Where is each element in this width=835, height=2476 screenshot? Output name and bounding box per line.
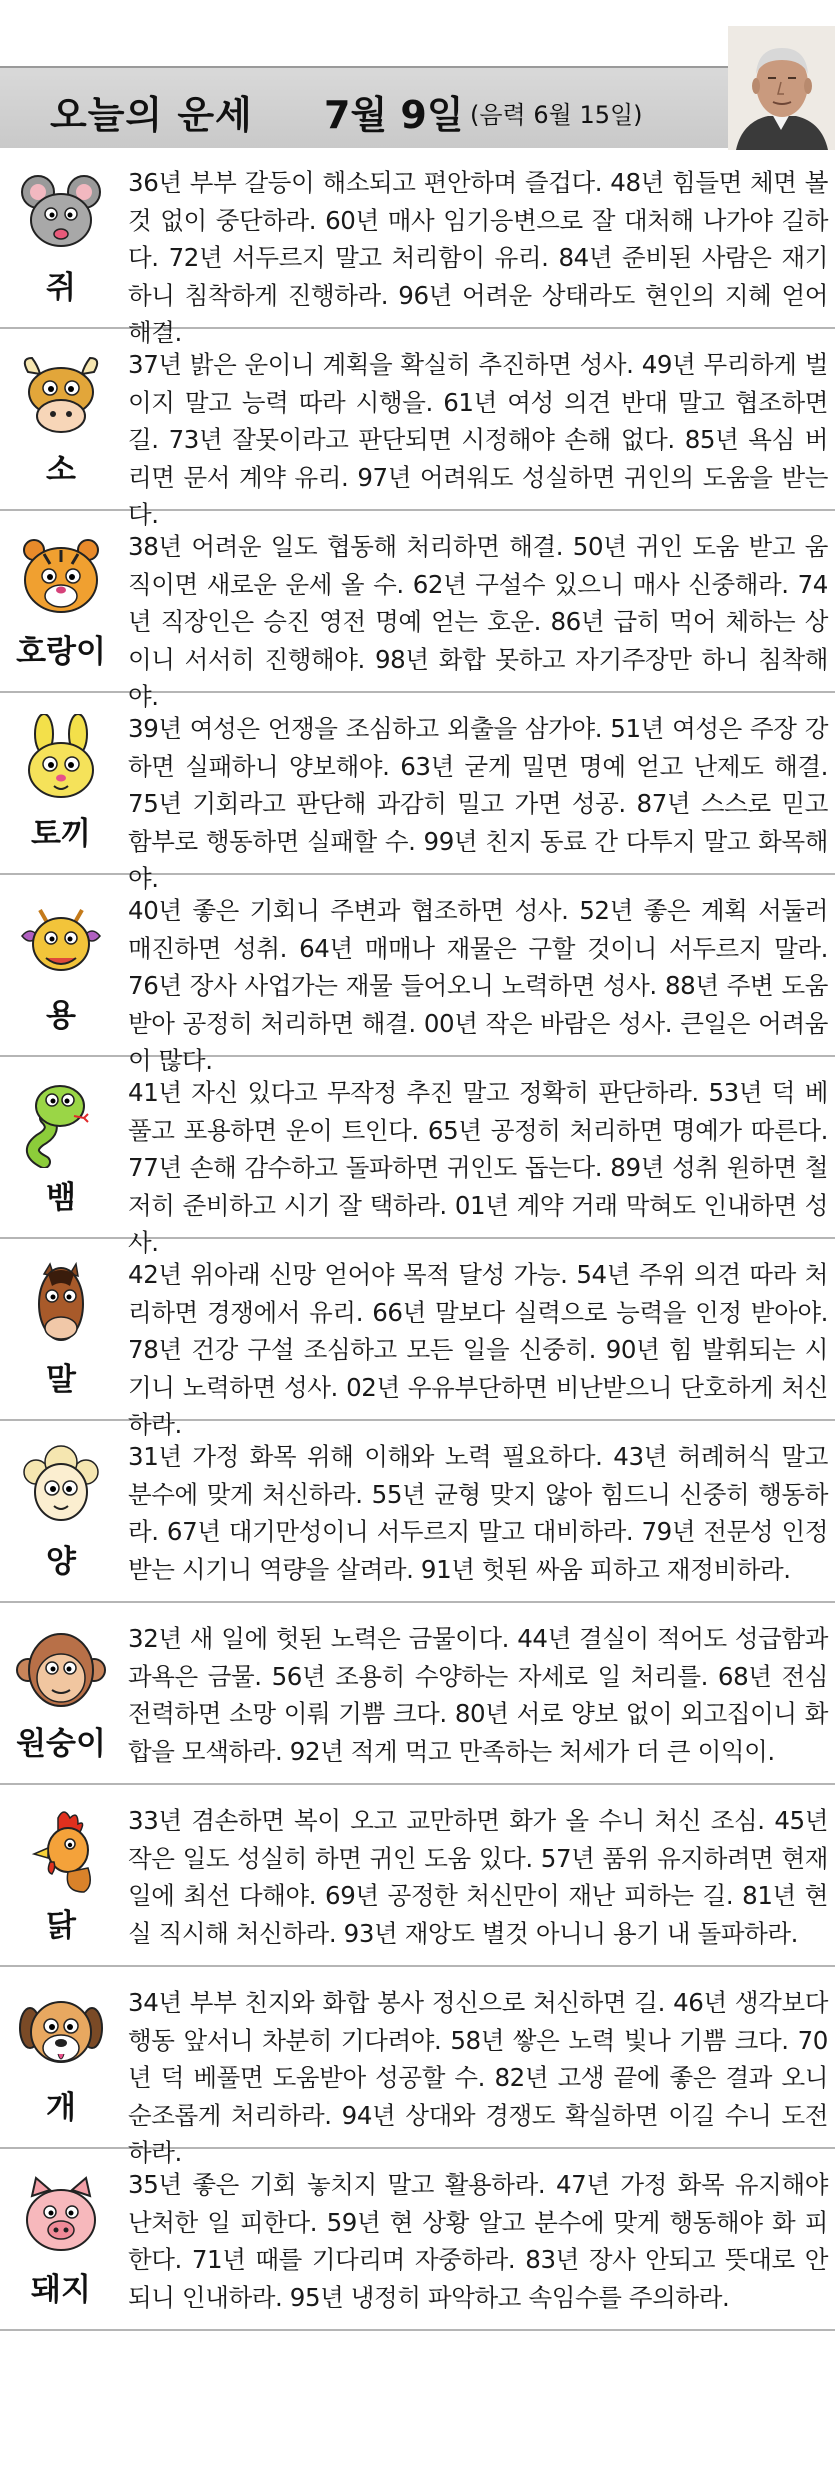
animal-column xyxy=(0,514,122,691)
fortune-text: 39년 여성은 언쟁을 조심하고 외출을 삼가야. 51년 여성은 주장 강하면 실패하니 양보해야. 63년 굳게 밀면 명예 얻고 난제도 해결. 75년 기회라고 판단해 과감히 밀고 가면 성공. 87년 스스로 믿고 함부로 행동하면 실패할 수. 99년 친지 동료 간 다투지 말고 화목해야. xyxy=(128,714,828,893)
animal-name: 쥐 xyxy=(46,270,76,306)
fortune-text: 40년 좋은 기회니 주변과 협조하면 성사. 52년 좋은 계획 서둘러 매진하면 성취. 64년 매매나 재물은 구할 것이니 서두르지 말라. 76년 장사 사업가는 재물 들어오니 노력하면 성사. 88년 주변 도움 받아 공정히 처리하면 해결. 00년 작은 바람은 성사. 큰일은 어려움이 많다. xyxy=(128,896,828,1075)
fortune-entry-rabbit xyxy=(0,696,835,893)
animal-name: 용 xyxy=(46,998,76,1034)
animal-column xyxy=(0,1060,122,1237)
horse-icon xyxy=(14,1260,108,1350)
fortune-entry-sheep xyxy=(0,1424,835,1603)
rabbit-icon xyxy=(14,714,108,804)
animal-name: 호랑이 xyxy=(16,634,106,670)
fortune-entry-dog xyxy=(0,1970,835,2167)
animal-name: 돼지 xyxy=(31,2272,91,2308)
ox-icon xyxy=(14,350,108,440)
fortune-text: 33년 겸손하면 복이 오고 교만하면 화가 올 수니 처신 조심. 45년 작은 일도 성실히 하면 귀인 도움 있다. 57년 품위 유지하려면 현재 일에 최선 다해야. 69년 공정한 처신만이 재난 피하는 길. 81년 현실 직시해 처신하라. 93년 재앙도 별것 아니니 용기 내 돌파하라. xyxy=(128,1806,828,1948)
animal-name: 양 xyxy=(46,1544,76,1580)
date-label: 7월 9일 xyxy=(324,93,464,137)
fortune-text: 41년 자신 있다고 무작정 추진 말고 정확히 판단하라. 53년 덕 베풀고 포용하면 운이 트인다. 65년 공정히 처리하면 명예가 따른다. 77년 손해 감수하고 돌파하면 귀인도 돕는다. 89년 성취 원하면 철저히 준비하고 시기 잘 택하라. 01년 계약 거래 막혀도 인내하면 성사. xyxy=(128,1078,828,1257)
fortune-entry-horse xyxy=(0,1242,835,1439)
page-title: 오늘의 운세 xyxy=(50,93,253,137)
tiger-icon xyxy=(14,532,108,622)
fortune-text: 32년 새 일에 헛된 노력은 금물이다. 44년 결실이 적어도 성급함과 과욕은 금물. 56년 조용히 수양하는 자세로 일 처리를. 68년 전심전력하면 소망 이뤄 기쁨 크다. 80년 서로 양보 없이 외고집이니 화합을 모색하라. 92년 적게 먹고 만족하는 처세가 더 큰 이익이. xyxy=(128,1624,828,1766)
fortune-entry-snake xyxy=(0,1060,835,1257)
fortune-text: 34년 부부 친지와 화합 봉사 정신으로 처신하면 길. 46년 생각보다 행동 앞서니 차분히 기다려야. 58년 쌓은 노력 빛나 기쁨 크다. 70년 덕 베풀면 도움받아 성공할 수. 82년 고생 끝에 좋은 결과 오니 순조롭게 처리하라. 94년 상대와 경쟁도 확실하면 이길 수니 도전하라. xyxy=(128,1988,828,2167)
fortune-entry-rooster xyxy=(0,1788,835,1967)
animal-column xyxy=(0,2152,122,2329)
page-header xyxy=(0,0,835,150)
snake-icon xyxy=(14,1078,108,1168)
animal-name: 닭 xyxy=(46,1908,76,1944)
fortune-text: 31년 가정 화목 위해 이해와 노력 필요하다. 43년 허례허식 말고 분수에 맞게 처신하라. 55년 균형 맞지 않아 힘드니 신중히 행동하라. 67년 대기만성이니 서두르지 말고 대비하라. 79년 전문성 인정받는 시기니 역량을 살려라. 91년 헛된 싸움 피하고 재정비하라. xyxy=(128,1442,828,1584)
fortune-entry-monkey xyxy=(0,1606,835,1785)
fortune-text: 42년 위아래 신망 얻어야 목적 달성 가능. 54년 주위 의견 따라 처리하면 경쟁에서 유리. 66년 말보다 실력으로 능력을 인정 받아야. 78년 건강 구설 조심하고 모든 일을 신중히. 90년 힘 발휘되는 시기니 노력하면 성사. 02년 우유부단하면 비난받으니 단호하게 처신하라. xyxy=(128,1260,828,1439)
animal-name: 토끼 xyxy=(31,816,91,852)
animal-name: 말 xyxy=(46,1362,76,1398)
animal-name: 뱀 xyxy=(46,1180,76,1216)
monkey-icon xyxy=(14,1624,108,1714)
fortune-entry-tiger xyxy=(0,514,835,711)
sheep-icon xyxy=(14,1442,108,1532)
fortune-entry-pig xyxy=(0,2152,835,2331)
animal-column xyxy=(0,696,122,873)
rat-icon xyxy=(14,168,108,258)
dragon-icon xyxy=(14,896,108,986)
fortune-entry-rat xyxy=(0,150,835,347)
fortune-text: 36년 부부 갈등이 해소되고 편안하며 즐겁다. 48년 힘들면 체면 볼 것 없이 중단하라. 60년 매사 임기응변으로 잘 대처해 나가야 길하다. 72년 서두르지 말고 처리함이 유리. 84년 준비된 사람은 재기하니 침착하게 진행하라. 96년 어려운 상태라도 현인의 지혜 얻어 해결. xyxy=(128,168,828,347)
dog-icon xyxy=(14,1988,108,2078)
author-portrait xyxy=(728,26,835,150)
animal-name: 원숭이 xyxy=(16,1726,106,1762)
animal-column xyxy=(0,1606,122,1783)
animal-name: 소 xyxy=(46,452,76,488)
fortune-text: 35년 좋은 기회 놓치지 말고 활용하라. 47년 가정 화목 유지해야 난처한 일 피한다. 59년 현 상황 알고 분수에 맞게 행동해야 화 피한다. 71년 때를 기다리며 자중하라. 83년 장사 안되고 뜻대로 안 되니 인내하라. 95년 냉정히 파악하고 속임수를 주의하라. xyxy=(128,2170,828,2312)
animal-column xyxy=(0,1788,122,1965)
animal-column xyxy=(0,1970,122,2147)
fortune-entry-ox xyxy=(0,332,835,529)
portrait-illustration xyxy=(728,26,835,150)
fortune-entry-dragon xyxy=(0,878,835,1075)
lunar-date-label: (음력 6월 15일) xyxy=(470,101,643,129)
animal-column xyxy=(0,1242,122,1419)
animal-column xyxy=(0,878,122,1055)
fortune-text: 38년 어려운 일도 협동해 처리하면 해결. 50년 귀인 도움 받고 움직이면 새로운 운세 올 수. 62년 구설수 있으니 매사 신중해라. 74년 직장인은 승진 영전 명예 얻는 호운. 86년 급히 먹어 체하는 상이니 서서히 진행해야. 98년 화합 못하고 자기주장만 하니 침착해야. xyxy=(128,532,828,711)
animal-column xyxy=(0,150,122,327)
animal-name: 개 xyxy=(46,2090,76,2126)
pig-icon xyxy=(14,2170,108,2260)
rooster-icon xyxy=(14,1806,108,1896)
fortune-text: 37년 밝은 운이니 계획을 확실히 추진하면 성사. 49년 무리하게 벌이지 말고 능력 따라 시행을. 61년 여성 의견 반대 말고 협조하면 길. 73년 잘못이라고 판단되면 시정해야 손해 없다. 85년 욕심 버리면 문서 계약 유리. 97년 어려워도 성실하면 귀인의 도움을 받는다. xyxy=(128,350,828,529)
animal-column xyxy=(0,1424,122,1601)
animal-column xyxy=(0,332,122,509)
